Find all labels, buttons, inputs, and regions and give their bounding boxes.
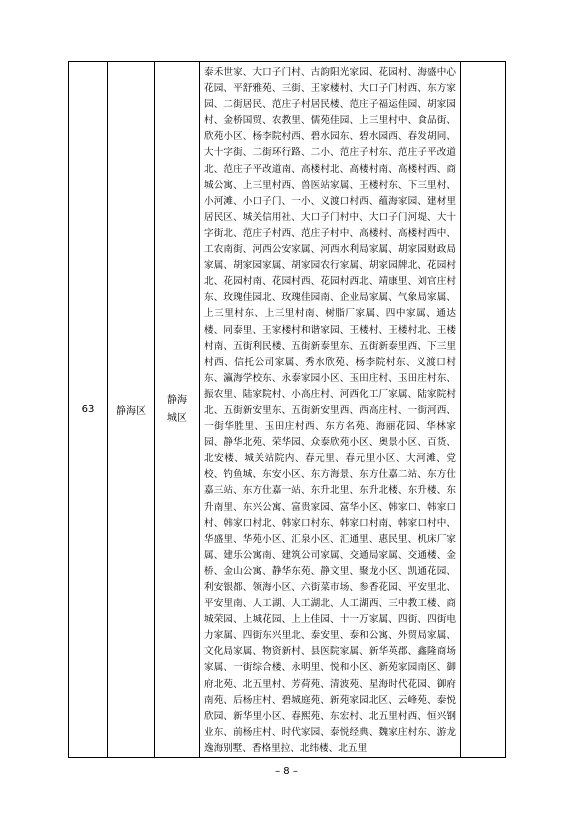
district-cell: 静海区 <box>108 62 155 758</box>
community-list-cell <box>200 62 461 758</box>
row-number: 63 <box>69 62 108 758</box>
page-number: – 8 – <box>275 766 298 777</box>
empty-cell <box>461 62 506 758</box>
subdistrict-cell <box>155 62 200 758</box>
table-row <box>69 62 506 758</box>
community-list-text: 泰禾世家、大口子门村、古韵阳光家园、花园村、海盛中心花园、平舒雅苑、三街、王家楼村、大口子门村西、东方家园、二街居民、范庄子村居民楼、范庄子福运佳园、胡家园村、金桥国贸、农教里、儒苑佳园、上三里村中、食品街、欣苑小区、杨李院村西、碧水园东、碧水园西、春发胡同、大十字街、二街环行路、二小、范庄子村东、范庄子平改道北、范庄子平改道南、高楼村北、高楼村南、高楼村西、商城公寓、上三里村西、兽医站家属、王楼村东、下三里村、小河滩、小口子门、一小、义渡口村西、蕴海家园、建材里居民区、城关信用社、大口子门村中、大口子门河堤、大十字街北、范庄子村西、范庄子村中、高楼村、高楼村西中、工农南街、河西公安家属、河西水利局家属、胡家园财政局家属、胡家园家属、胡家园农行家属、胡家园牌北、花园村北、花园村南、花园村西、花园村西北、靖康里、刘官庄村东、玫瑰佳园北、玫瑰佳园南、企业局家属、气象局家属、上三里村东、上三里村南、树脂厂家属、四中家属、通达楼、同泰里、王家楼村和谐家园、王楼村、王楼村北、王楼村南、五街利民楼、五街新泰里东、五街新泰里西、下三里村西、信托公司家属、秀水欣苑、杨李院村东、义渡口村东、瀛海学校东、永泰家园小区、玉田庄村、玉田庄村东、振农里、陆家院村、小高庄村、河西化工厂家属、陆家院村北、五街新安里东、五街新安里西、西高庄村、一街河西、一街华胜里、玉田庄村西、东方名苑、海丽花园、华林家园、静华北苑、荣华园、众泰欣苑小区、奥景小区、百货、北安楼、城关站院内、春元里、春元里小区、大河滩、党校、钓鱼城、东安小区、东方海景、东方仕嘉二站、东方仕嘉三站、东方仕嘉一站、东升北里、东升北楼、东升楼、东升南里、东兴公寓、富贵家园、富华小区、韩家口、韩家口村、韩家口村北、韩家口村东、韩家口村南、韩家口村中、华盛里、华苑小区、汇泉小区、汇通里、惠民里、机床厂家属、建乐公寓南、建筑公司家属、交通局家属、交通楼、金桥、金山公寓、静华东苑、静文里、聚龙小区、凯通花园、利安银都、领海小区、六街菜市场、参香花园、平安里北、平安里南、人工湖、人工湖北、人工湖西、三中教工楼、商城荣园、上城花园、上上佳园、十一万家属、四街、四街电力家属、四街东兴里北、泰安里、泰和公寓、外贸局家属、文化局家属、物资新村、县医院家属、新华英郡、鑫隆商场家属、一街综合楼、永明里、悦和小区、新苑家园南区、御府北苑、北五里村、芳荷苑、清波苑、星海时代花园、御府南苑、后杨庄村、碧城庭苑、新苑家园北区、云峰苑、泰悦欣园、新华里小区、春熙苑、东宏村、北五里村西、恒兴钢业东、前杨庄村、时代家园、泰悦经典、魏家庄村东、游龙逸海别墅、香格里拉、北纬楼、北五里 <box>204 67 456 754</box>
community-table <box>68 61 506 758</box>
subdistrict-label: 静海城区 <box>167 394 187 424</box>
